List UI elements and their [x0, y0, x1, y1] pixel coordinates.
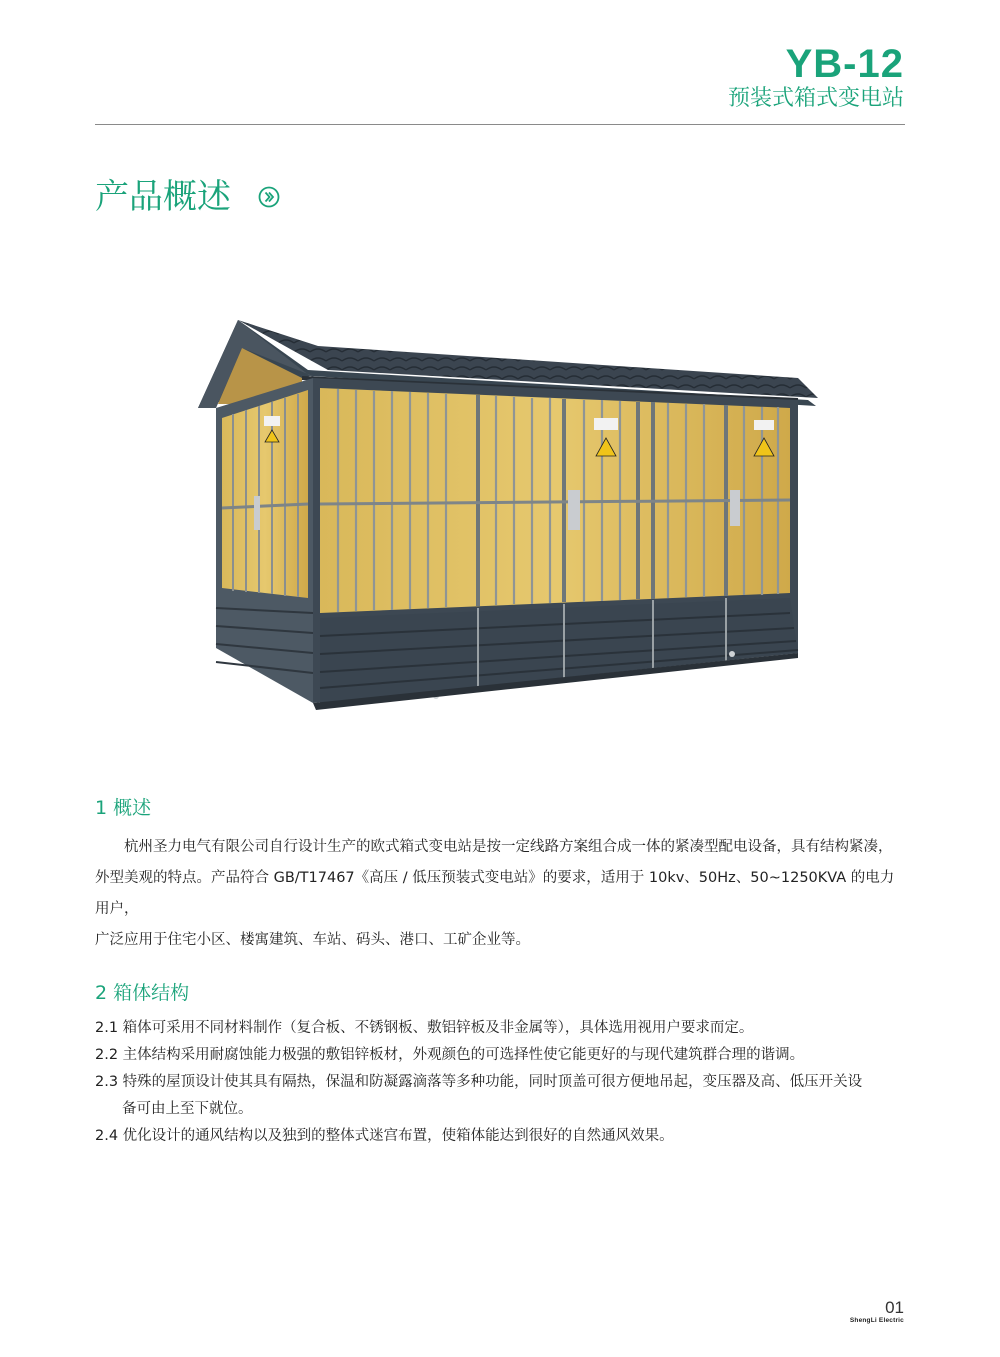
list-item: 2.2 主体结构采用耐腐蚀能力极强的敷铝锌板材，外观颜色的可选择性使它能更好的与现代建筑群合理的谐调。: [95, 1047, 805, 1063]
overview-heading: 产品概述: [95, 177, 231, 217]
list-item: 2.3 特殊的屋顶设计使其具有隔热，保温和防凝露滴落等多种功能，同时顶盖可很方便地吊起，变压器及高、低压开关设: [95, 1074, 863, 1090]
model-number: YB-12: [785, 42, 904, 86]
list-item-continuation: 备可由上至下就位。: [122, 1101, 253, 1117]
brand-wordmark: ShengLi Electric: [849, 1317, 904, 1324]
section-2-heading: 2 箱体结构: [95, 982, 190, 1004]
page-number: 01: [885, 1298, 904, 1317]
chevron-right-circle-icon: [258, 186, 280, 208]
section-1-line: 广泛应用于住宅小区、楼寓建筑、车站、码头、港口、工矿企业等。: [95, 932, 530, 948]
section-1-heading: 1 概述: [95, 797, 152, 819]
list-item: 2.4 优化设计的通风结构以及独到的整体式迷宫布置，使箱体能达到很好的自然通风效果。: [95, 1128, 674, 1144]
section-1-line: 外型美观的特点。产品符合 GB/T17467《高压 / 低压预装式变电站》的要求，适用于 10kv、50Hz、50~1250KVA 的电力用户，: [95, 870, 895, 917]
section-1-line: 杭州圣力电气有限公司自行设计生产的欧式箱式变电站是按一定线路方案组合成一体的紧凑型配电设备，具有结构紧凑，: [124, 839, 893, 855]
header-divider: [95, 124, 905, 125]
substation-photo: [198, 308, 818, 728]
list-item: 2.1 箱体可采用不同材料制作（复合板、不锈钢板、敷铝锌板及非金属等），具体选用视用户要求而定。: [95, 1020, 754, 1036]
product-name: 预装式箱式变电站: [727, 86, 904, 111]
section-2-list: [95, 1015, 915, 1150]
section-1-body: [95, 832, 907, 956]
